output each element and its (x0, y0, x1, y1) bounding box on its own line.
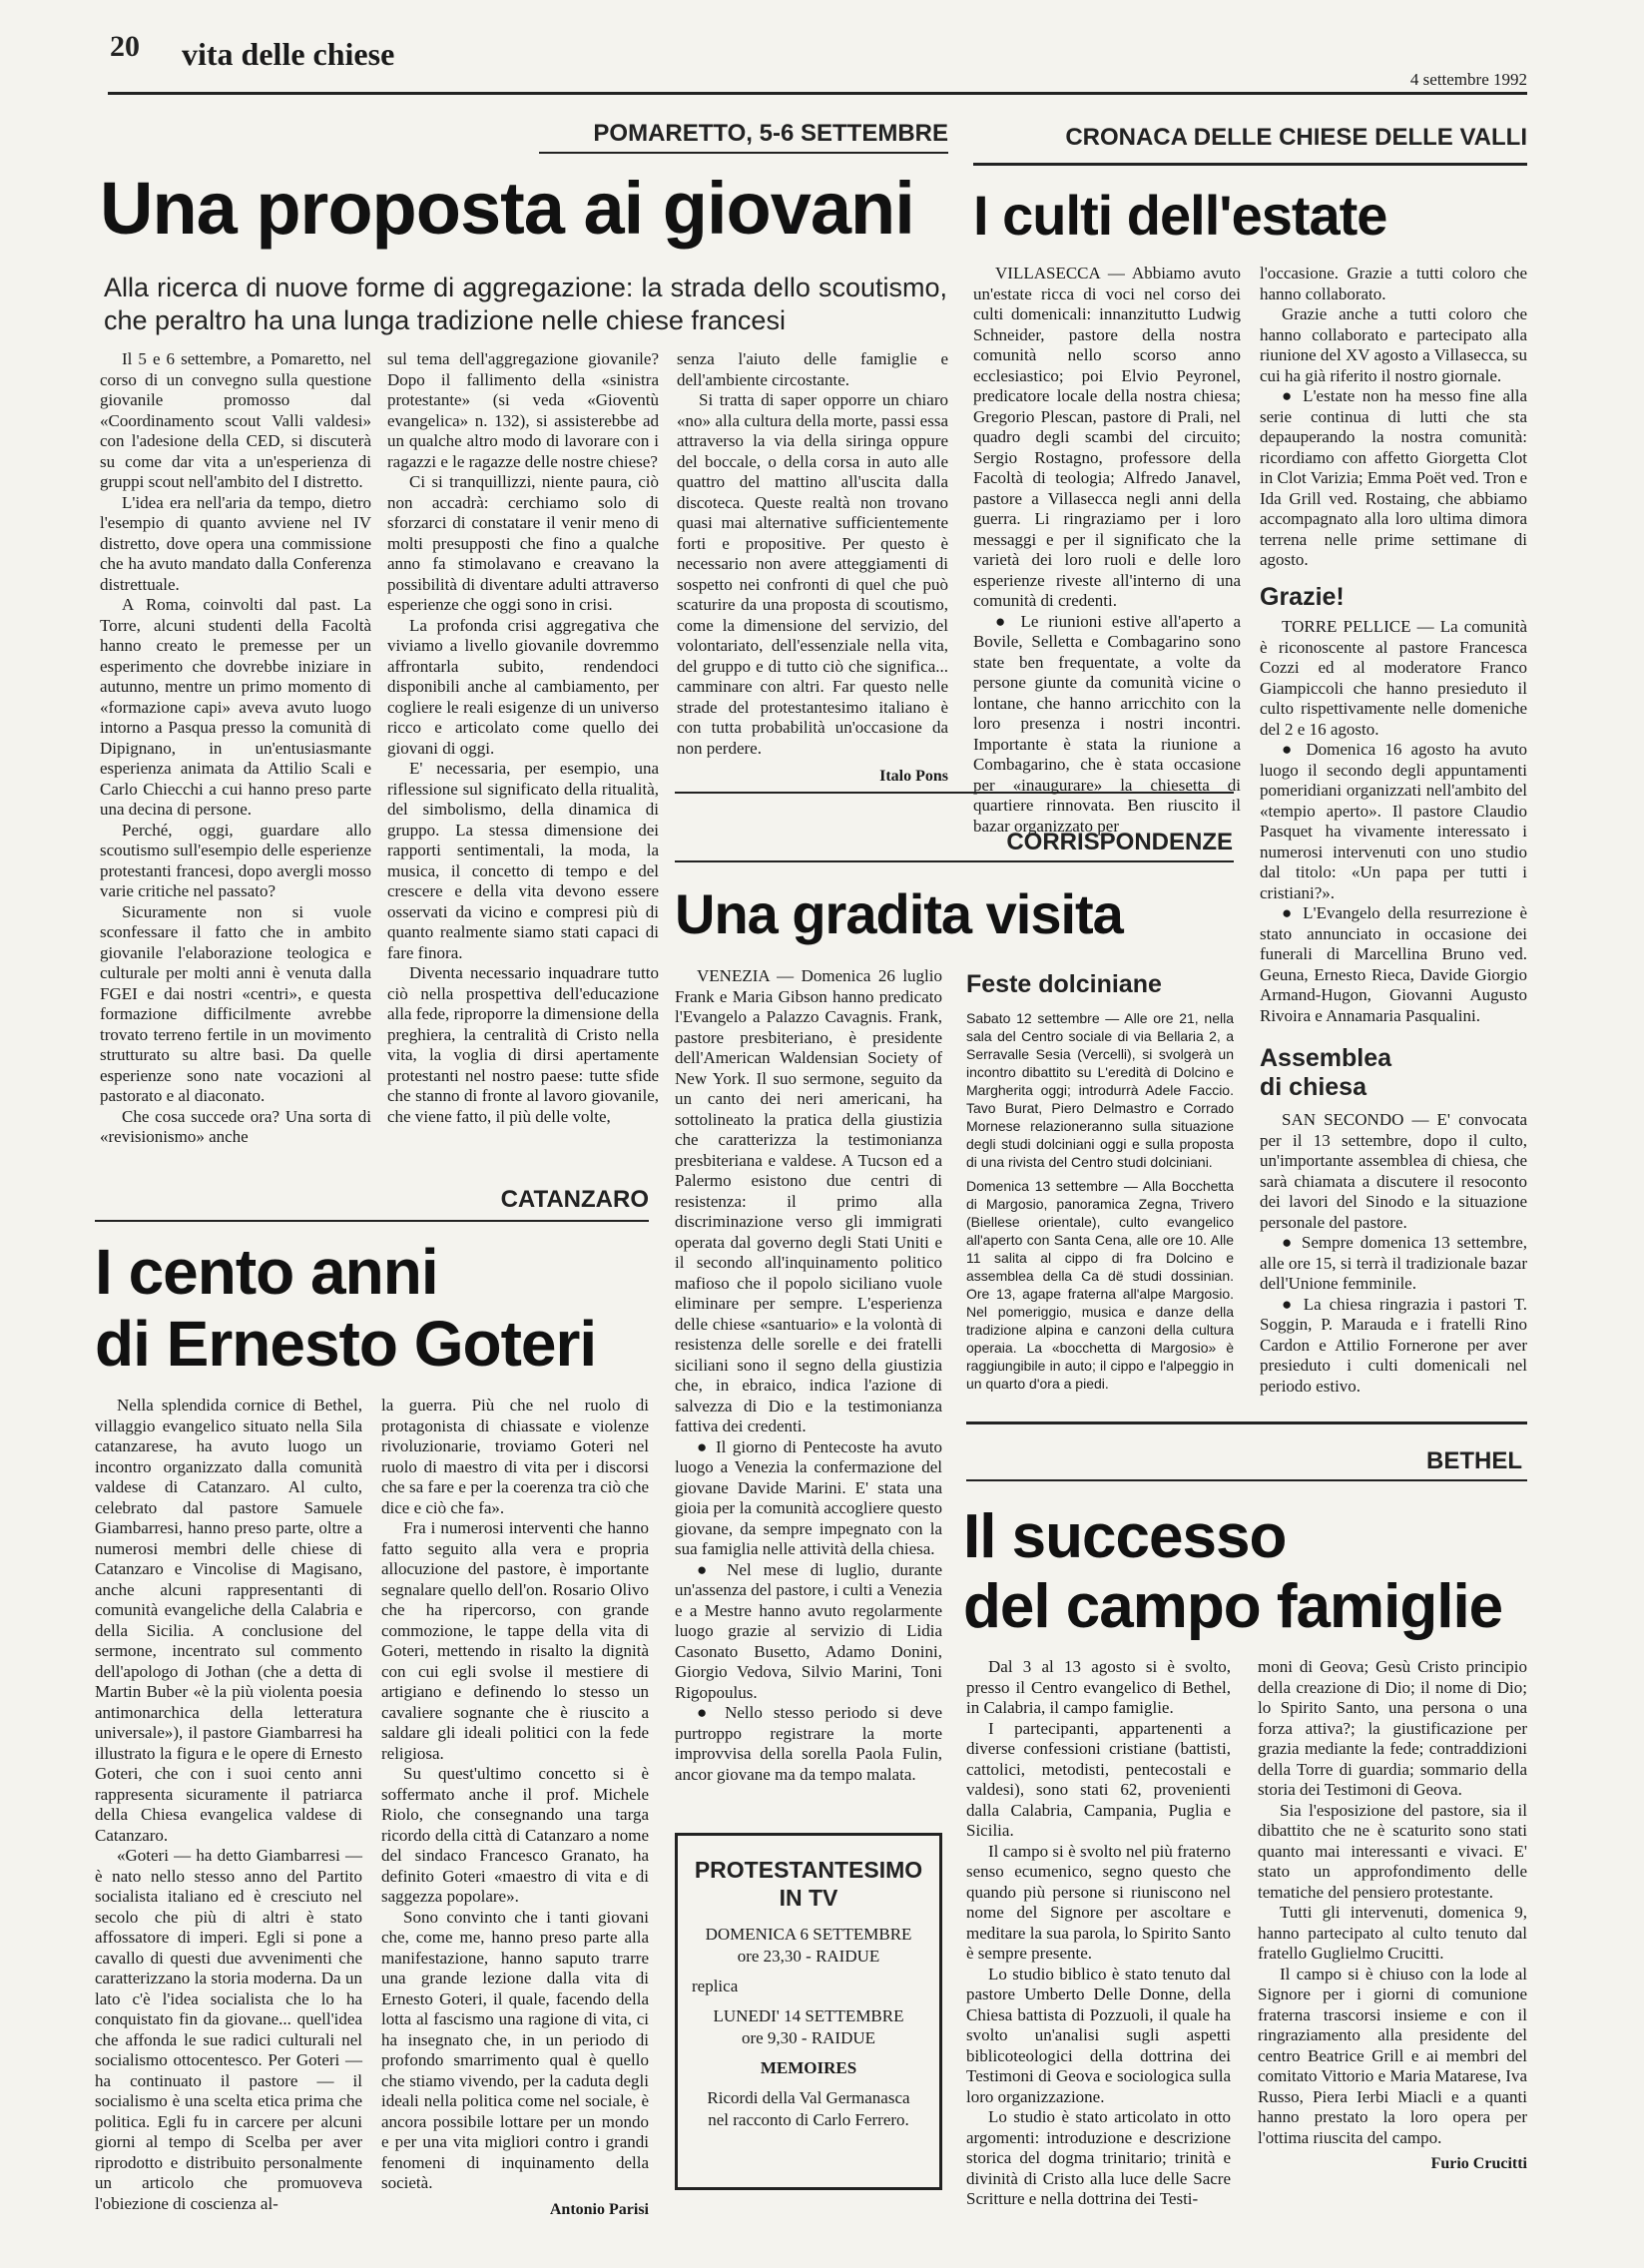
catanzaro-kicker: CATANZARO (500, 1186, 649, 1213)
catanzaro-rule (95, 1220, 649, 1222)
bethel-col2: moni di Geova; Gesù Cristo principio della creazione di Dio; il nome di Dio; lo Spirito Santo, una persona o una forza attiva?; la giustificazione per grazia mediante la fede; contraddizioni della Torre di guardia; sommario della storia dei Testimoni di Geova. Sia l'esposizione del pastore, sia il dibattito che ne è scaturito sono stati quanto mai interessanti e vivaci. E' stato un approfondimento delle tematiche del pensiero protestante. Tutti gli intervenuti, domenica 9, hanno partecipato al culto tenuto dal fratello Guglielmo Crucitti. Il campo si è chiuso con la lode al Signore per i giorni di comunione fraterna trascorsi insieme e con il ringraziamento alla presidente del centro Beatrice Grill e ai membri del comitato Vittorio e Maria Matarese, Iva Russo, Piera Ierbi Miacli e a quanti hanno prestato la loro opera per l'ottima riuscita del campo. Furio Crucitti (1258, 1657, 1527, 2175)
assemblea-title: Assemblea di chiesa (1260, 1044, 1392, 1101)
page-number: 20 (110, 30, 140, 63)
masthead-rule (108, 92, 1527, 95)
tv-box-title: PROTESTANTESIMO IN TV (694, 1857, 923, 1911)
main-col1: Il 5 e 6 settembre, a Pomaretto, nel corso di un convegno sulla questione giovanile promosso dal «Coordinamento scout Valli valdesi» con l'adesione della CED, si discuterà su come dar vita a un'esperienza di gruppi scout nell'ambito del I distretto. L'idea era nell'aria da tempo, dietro l'esempio di quanto avviene nel IV distretto, dove opera una commissione che ha avuto mandato dalla Conferenza distrettuale. A Roma, coinvolti dal past. La Torre, alcuni studenti della Facoltà hanno creato le premesse per un esperimento che dovrebbe iniziare in autunno, mentre un primo momento di «formazione capi» aveva avuto luogo intorno a Pasqua presso la comunità di Dipignano, in un'entusiasmante esperienza animata da Attilio Scali e Carlo Chiecchi a cui hanno preso parte una decina di persone. Perché, oggi, guardare allo scoutismo sull'esempio delle esperienze protestanti francesi, dopo avergli mosso varie critiche nel passato? Sicuramente non si vuole sconfessare il fatto che in ambito giovanile l'elaborazione teologica e culturale per molti anni è venuta dalla FGEI e dai nostri «centri», e questa formazione difficilmente avrebbe trovato terreno fertile in un movimento strutturato su altre basi. Da quelle esperienze sono nate vocazioni al pastorato e al diaconato. Che cosa succede ora? Una sorta di «revisionismo» anche (100, 349, 371, 1146)
feste-body: Sabato 12 settembre — Alle ore 21, nella sala del Centro sociale di via Bellaria 2, a Serravalle Sesia (Vercelli), si svolgerà un incontro dibattito su L'eredità di Dolcino e Margherita oggi; introdurrà Adele Faccio. Tavo Burat, Piero Delmastro e Corrado Mornese relazioneranno sulla situazione degli studi dolciniani oggi e sulla proposta di una rivista del Centro studi dolciniani. Domenica 13 settembre — Alla Bocchetta di Margosio, panoramica Zegna, Trivero (Biellese orientale), culto evangelico all'aperto con Santa Cena, alle ore 10. Alle 11 salita al cippo di fra Dolcino e assemblea della Ca dë studi dossinian. Ore 13, agape fraterna all'alpe Margosio. Nel pomeriggio, musica e danze della tradizione alpina e canzoni della cultura operaia. La «bocchetta di Margosio» è raggiungibile in auto; il cippo e l'alpeggio in un quarto d'ora a piedi. (966, 1010, 1234, 1392)
culti-kicker: CRONACA DELLE CHIESE DELLE VALLI (1065, 124, 1527, 151)
section-title: vita delle chiese (182, 36, 395, 72)
bethel-kicker: BETHEL (1426, 1447, 1522, 1474)
main-kicker-rule (539, 152, 948, 154)
visita-title: Una gradita visita (675, 882, 1123, 945)
catanzaro-signature: Antonio Parisi (549, 2200, 649, 2218)
main-col3: senza l'aiuto delle famiglie e dell'ambiente circostante. Si tratta di saper opporre un chiaro «no» alla cultura della morte, passi essa attraverso la via della siringa oppure del boccale, o della corsa in auto alle quattro del mattino all'uscita dalla discoteca. Queste realtà non trovano quasi mai alternative sufficientemente forti e propositive. Per questo è necessario non avere atteggiamenti di sospetto nei confronti di quel che può scaturire da una proposta di scoutismo, come la dimensione del servizio, del volontariato, dell'essenziale nella vita, del gruppo e di tutto ciò che significa... camminare con altri. Far questo nelle strade del protestantesimo italiano è con tutta probabilità un'occasione da non perdere. Italo Pons (677, 349, 948, 788)
culti-col2: l'occasione. Grazie a tutti coloro che hanno collaborato. Grazie anche a tutti coloro che hanno collaborato e partecipato alla riunione del XV agosto a Villasecca, su cui ha già riferito il nostro giornale. ● L'estate non ha messo fine alla serie continua di lutti che sta depauperando la nostra comunità: ricordiamo con affetto Giorgetta Clot in Clot Varizia; Emma Poët ved. Tron e Ida Grill ved. Rostaing, che abbiamo accompagnato alla loro ultima dimora terrena nelle prime settimane di agosto. Grazie! TORRE PELLICE — La comunità è riconoscente al pastore Francesca Cozzi ed al moderatore Franco Giampiccoli che hanno presieduto il culto rispettivamente nelle domeniche del 2 e 16 agosto. ● Domenica 16 agosto ha avuto luogo il secondo degli appuntamenti pomeridiani organizzati nell'ambito del «tempio aperto». Il pastore Claudio Pasquet ha vivamente interessato i numerosi intervenuti con uno studio dal titolo: «Un papa per tutti i cristiani?». ● L'Evangelo della resurrezione è stato annunciato in occasione dei funerali di Marcellina Bruno ved. Geuna, Ernesto Rieca, Davide Giorgio Armand-Hugon, Giovanni Augusto Rivoira e Annamaria Pasqualini. Assemblea di chiesa SAN SECONDO — E' convocata per il 13 settembre, dopo il culto, un'importante assemblea di chiesa, che sarà chiamata a discutere il resoconto dei lavori del Sinodo e la situazione personale del pastore. ● Sempre domenica 13 settembre, alle ore 15, si terrà il tradizionale bazar dell'Unione femminile. ● La chiesa ringrazia i pastori T. Soggin, P. Marauda e i fratelli Rino Cardon e Attilio Fornerone per aver presieduto i culti domenicali nel periodo estivo. (1260, 264, 1527, 1396)
main-deck: Alla ricerca di nuove forme di aggregazione: la strada dello scoutismo, che peraltro ha una lunga tradizione nelle chiese francesi (104, 273, 947, 335)
main-col2: sul tema dell'aggregazione giovanile? Dopo il fallimento della «sinistra protestante» (si veda «Gioventù evangelica» n. 132), si assisterebbe ad un qualche altro modo di lavorare con i ragazzi e le ragazze delle nostre chiese? Ci si tranquillizzi, niente paura, ciò non accadrà: cerchiamo solo di sforzarci di constatare il venir meno di molti presupposti che fino a qualche anno fa stimolavano e creavano la possibilità di diventare adulti attraverso esperienze che oggi sono in crisi. La profonda crisi aggregativa che viviamo a livello giovanile dovremmo affrontarla subito, rendendoci disponibili anche al cambiamento, per cogliere le reali esigenze di un universo ricco e articolato come quello dei giovani di oggi. E' necessaria, per esempio, una riflessione sul significato della ritualità, del simbolismo, della dinamica di gruppo. La stessa dimensione dei rapporti sentimentali, la moda, la musica, il concetto di tempo e del crescere e della vita devono essere osservati da vicino e compresi più di quanto realmente siamo stati capaci di fare finora. Diventa necessario inquadrare tutto ciò nella prospettiva dell'educazione alla fede, riproporre la dimensione della preghiera, la centralità di Cristo nella vita, la voglia di dirsi apertamente protestanti nel nostro paese: tutte sfide che stanno di fronte al lavoro giovanile, che viene fatto, il più delle volte, (387, 349, 659, 1126)
visita-kicker: CORRISPONDENZE (1006, 829, 1233, 855)
bethel-kicker-rule (966, 1479, 1527, 1481)
masthead (110, 30, 1527, 100)
grazie-title: Grazie! (1260, 582, 1345, 611)
feste-section (966, 970, 1234, 1399)
catanzaro-title: I cento anni di Ernesto Goteri (95, 1236, 597, 1380)
main-kicker: POMARETTO, 5-6 SETTEMBRE (593, 120, 948, 147)
culti-title: I culti dell'estate (973, 184, 1387, 247)
catanzaro-col2: la guerra. Più che nel ruolo di protagonista di chiassate e violenze rivoluzionarie, troviamo Goteri nel ruolo di maestro di vita per i discorsi che sa fare e per la coerenza tra ciò che dice e ciò che fa». Fra i numerosi interventi che hanno fatto seguito alla vera e propria allocuzione del pastore, è importante segnalare quello dell'on. Rosario Olivo che ha ripercorso, con grande commozione, le tappe della vita di Goteri, mettendo in risalto la dignità con cui egli svolse il mestiere di artigiano e definendo lo stesso un cavaliere sognante che è riuscito a saldare gli ideali politici con la fede religiosa. Su quest'ultimo concetto si è soffermato anche il prof. Michele Riolo, che consegnando una targa ricordo della città di Catanzaro a nome del sindaco Francesco Granato, ha definito Goteri «maestro di vita e di saggezza popolare». Sono convinto che i tanti giovani che, come me, hanno preso parte alla manifestazione, hanno saputo trarre una grande lezione dalla vita di Ernesto Goteri, il quale, facendo della lotta al fascismo una ragione di vita, ci ha insegnato che, in un periodo di profondo smarrimento qual è quello che stiamo vivendo, per la caduta degli ideali nella politica come nel sociale, è ancora possibile lottare per un mondo e per una vita migliori contro i grandi fenomeni di inquinamento della società. Antonio Parisi (381, 1396, 649, 2220)
visita-kicker-rule (675, 860, 1234, 862)
culti-col1: VILLASECCA — Abbiamo avuto un'estate ricca di voci nel corso dei culti domenicali: innanzitutto Ludwig Schneider, pastore della nostra comunità nello scorso anno ecclesiastico; poi Elvio Peyronel, predicatore locale della nostra chiesa; Gregorio Plescan, pastore di Prali, nel quadro degli scambi del circuito; Sergio Rostagno, professore della Facoltà di teologia; Alfredo Janavel, pastore a Villasecca negli anni della guerra. Li ringraziamo per i loro messaggi e per il significato che la varietà dei loro ruoli e delle loro esperienze riveste all'interno di una comunità di credenti. ● Le riunioni estive all'aperto a Bovile, Selletta e Combagarino sono state ben frequentate, a volte da persone giunte da comunità vicine o lontane, che hanno arricchito con la loro presenza i nostri incontri. Importante è stata la riunione a Combagarino, che è stata occasione per «inaugurare» la chiesetta di quartiere rinnovata. Ben riuscito il bazar organizzato per (973, 264, 1241, 836)
main-signature: Italo Pons (879, 768, 948, 785)
bethel-top-rule (966, 1421, 1527, 1424)
bethel-title: Il successo del campo famiglie (963, 1502, 1503, 1641)
feste-title: Feste dolciniane (966, 970, 1162, 998)
tv-box (675, 1833, 942, 2190)
visita-col1: VENEZIA — Domenica 26 luglio Frank e Maria Gibson hanno predicato l'Evangelo a Palazzo Cavagnis. Frank, pastore presbiteriano, è presidente dell'American Waldensian Society of New York. Il suo sermone, seguito da un canto dei neri americani, ha sottolineato la pratica della giustizia che caratterizza la testimonianza presbiteriana e valdese. A Tucson ed a Palermo esistono due centri di resistenza: il primo alla discriminazione verso gli immigrati operata dal governo degli Stati Uniti e il secondo all'inquinamento politico mafioso che il popolo siciliano vuole eliminare per sempre. L'esperienza delle chiese «santuario» e la volontà di resistenza delle sorelle e dei fratelli siciliani sono il segno della giustizia che, in ebraico, indica l'azione di salvezza di Dio e la testimonianza fattiva dei credenti. ● Il giorno di Pentecoste ha avuto luogo a Venezia la confermazione del giovane Davide Marini. E' stata una gioia per la comunità accogliere questo giovane, da sempre impegnato con la sua famiglia nelle attività della chiesa. ● Nel mese di luglio, durante un'assenza del pastore, i culti a Venezia e a Mestre hanno avuto regolarmente luogo grazie al servizio di Lidia Casonato Busetto, Adamo Donini, Giorgio Vedova, Silvio Marini, Toni Rigopoulus. ● Nello stesso periodo si deve purtroppo registrare la morte improvvisa della sorella Paola Fulin, ancor giovane ma da tempo malata. (675, 966, 942, 1784)
catanzaro-col1: Nella splendida cornice di Bethel, villaggio evangelico situato nella Sila catanzarese, ha avuto luogo un incontro organizzato dalla comunità valdese di Catanzaro. Al culto, celebrato dal pastore Samuele Giambarresi, hanno preso parte, oltre a numerosi membri delle chiese di Catanzaro e Vincolise di Magisano, anche alcuni rappresentanti di comunità evangeliche della Calabria e della Sicilia. A conclusione del sermone, incentrato sul commento dell'apologo di Jothan (che a detta di Martin Buber «è la più violenta poesia antimonarchica della letteratura universale»), il pastore Giambarresi ha illustrato la figura e le opere di Ernesto Goteri, che con i suoi cento anni rappresenta sicuramente il patriarca della Chiesa evangelica valdese di Catanzaro. «Goteri — ha detto Giambarresi — è nato nello stesso anno del Partito socialista italiano ed è cresciuto nel secolo che più di altri è stato affossatore di imperi. Egli si pone a cavallo di questi due avvenimenti che caratterizzano la storia moderna. Da un lato c'è l'idea socialista che lo ha conquistato fin da giovane... quell'idea che affonda le sue radici culturali nel socialismo ottocentesco. Per Goteri — ha continuato il pastore — il socialismo è una scelta etica prima che politica. Egli fu in carcere per alcuni giorni al tempo di Scelba per aver riprodotto e distribuito personalmente un articolo che promuoveva l'obiezione di coscienza al- (95, 1396, 362, 2213)
culti-kicker-rule (973, 163, 1527, 166)
bethel-signature: Furio Crucitti (1430, 2155, 1527, 2172)
tv-box-schedule: DOMENICA 6 SETTEMBRE ore 23,30 - RAIDUE replica LUNEDI' 14 SETTEMBRE ore 9,30 - RAIDUE MEMOIRES Ricordi della Val Germanasca nel racconto di Carlo Ferrero. (692, 1925, 912, 2129)
main-title: Una proposta ai giovani (100, 167, 914, 250)
bethel-col1: Dal 3 al 13 agosto si è svolto, presso il Centro evangelico di Bethel, in Calabria, il campo famiglie. I partecipanti, appartenenti a diverse confessioni cristiane (battisti, cattolici, metodisti, pentecostali e valdesi), sono stati 62, provenienti dalla Calabria, Campania, Puglia e Sicilia. Il campo si è svolto nel più fraterno senso ecumenico, segno questo che quando più persone si riuniscono nel nome del Signore per ascoltare e meditare la sua parola, lo Spirito Santo è sempre presente. Lo studio biblico è stato tenuto dal pastore Umberto Delle Donne, della Chiesa battista di Pozzuoli, il quale ha svolto un'analisi sugli aspetti biblicoteologici della dottrina dei Testimoni di Geova e sociologica sulla loro organizzazione. Lo studio è stato articolato in otto argomenti: introduzione e descrizione storica del dogma trinitario; trinità e divinità di Cristo alla luce delle Sacre Scritture e nella dottrina dei Testi- (966, 1657, 1231, 2208)
issue-date: 4 settembre 1992 (1409, 70, 1527, 89)
